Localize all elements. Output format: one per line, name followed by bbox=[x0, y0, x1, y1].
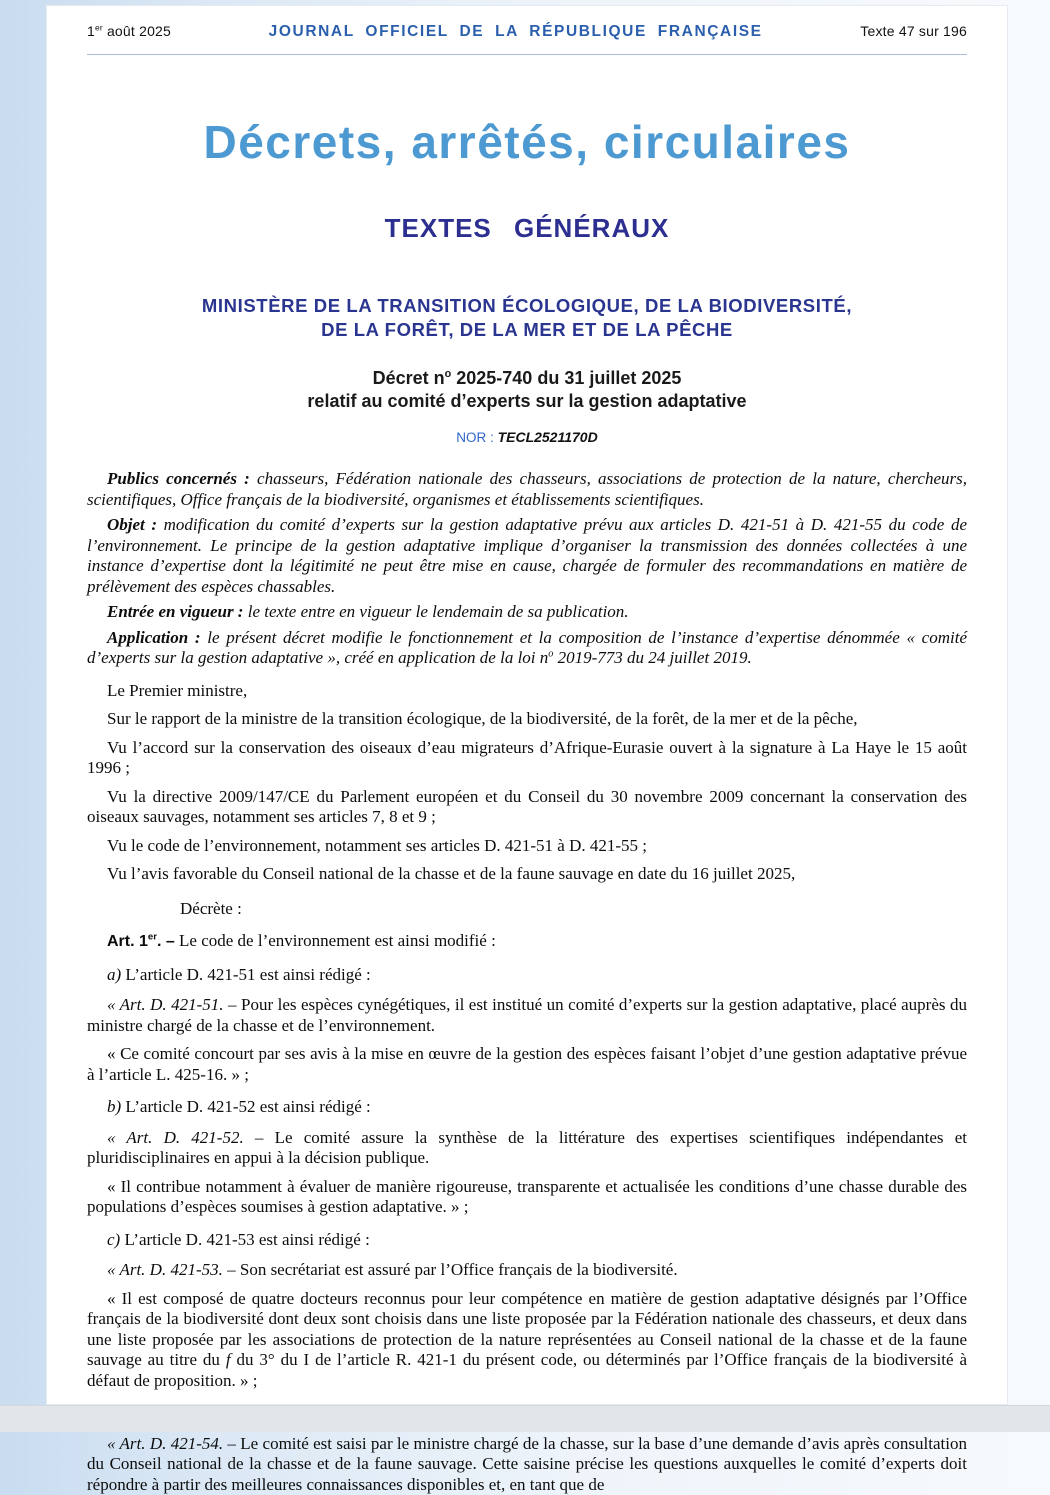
decree-title-line-2: relatif au comité d’experts sur la gestion adaptative bbox=[47, 390, 1007, 413]
paragraph-lead: Objet : bbox=[107, 515, 157, 534]
decree-title bbox=[47, 367, 1007, 413]
quoted-article-lead: « Art. D. 421-51. – bbox=[107, 995, 237, 1014]
date-ordinal-suffix: er bbox=[95, 22, 103, 32]
paragraph-vu-avis: Vu l’avis favorable du Conseil national de la chasse et de la faune sauvage en date du 16 juillet 2025, bbox=[87, 864, 967, 885]
paragraph-art-d-421-51: « Art. D. 421-51. – Pour les espèces cynégétiques, il est institué un comité d’experts sur la gestion adaptative, placé auprès du ministre chargé de la chasse et de l’environnement. bbox=[87, 995, 967, 1036]
numero-ordinal: o bbox=[548, 648, 553, 659]
paragraph-premier-ministre: Le Premier ministre, bbox=[87, 681, 967, 702]
bottom-strip bbox=[0, 1405, 1050, 1432]
section-heading: TEXTES GÉNÉRAUX bbox=[47, 213, 1007, 244]
page-header bbox=[47, 6, 1007, 41]
decree-title-line-1: Décret $n^o$ 2025-740 du 31 juillet 2025 bbox=[47, 367, 1007, 390]
document-title: Décrets, arrêtés, circulaires bbox=[47, 115, 1007, 169]
paragraph-vu-accord: Vu l’accord sur la conservation des oiseaux d’eau migrateurs d’Afrique-Eurasie ouvert à la signature à La Haye le 15 août 1996 ; bbox=[87, 738, 967, 779]
journal-title: JOURNAL OFFICIEL DE LA RÉPUBLIQUE FRANÇAISE bbox=[269, 23, 763, 41]
paragraph-publics-concernes: Publics concernés : chasseurs, Fédération nationale des chasseurs, associations de protection de la nature, chercheurs, scientifiques, Office français de la biodiversité, organismes et établissements scientifiques. bbox=[87, 469, 967, 510]
item-letter: c) bbox=[107, 1230, 120, 1249]
paragraph-item-a: a) L’article D. 421-51 est ainsi rédigé : bbox=[87, 965, 967, 986]
paragraph-lead: Entrée en vigueur : bbox=[107, 602, 243, 621]
paragraph-art-d-421-53-composition: « Il est composé de quatre docteurs reconnus pour leur compétence en matière de gestion adaptative désignés par l’Office français de la biodiversité dont deux sont choisis dans une liste proposée par la Fédération nationale des chasseurs, et deux dans une liste proposée par les associations de protection de la nature représentées au Conseil national de la chasse et de la faune sauvage au titre du f du 3° du I de l’article R. 421-1 du présent code, ou déterminés par l’Office français de la biodiversité à défaut de proposition. » ; bbox=[87, 1289, 967, 1392]
paragraph-art-d-421-52: « Art. D. 421-52. – Le comité assure la synthèse de la littérature des expertises scientifiques indépendantes et pluridisciplinaires en appui à la décision publique. bbox=[87, 1128, 967, 1169]
document-page bbox=[46, 5, 1008, 1405]
italic-letter-reference: f bbox=[226, 1350, 231, 1369]
paragraph-lead: Application : bbox=[107, 628, 201, 647]
quoted-article-lead: « Art. D. 421-52. – bbox=[107, 1128, 263, 1147]
article-ordinal: er bbox=[148, 932, 157, 943]
paragraph-decrete: Décrète : bbox=[87, 899, 967, 920]
quoted-article-lead: « Art. D. 421-53. – bbox=[107, 1260, 236, 1279]
ministry-line-2: DE LA FORÊT, DE LA MER ET DE LA PÊCHE bbox=[47, 318, 1007, 342]
paragraph-article-1: Art. 1er. – Le code de l’environnement est ainsi modifié : bbox=[87, 931, 967, 953]
publication-date: 1er août 2025 bbox=[87, 23, 171, 39]
paragraph-entree-en-vigueur: Entrée en vigueur : le texte entre en vigueur le lendemain de sa publication. bbox=[87, 602, 967, 623]
paragraph-lead: Publics concernés : bbox=[107, 469, 250, 488]
paragraph-application: Application : le présent décret modifie le fonctionnement et la composition de l’instance d’expertise dénommée « comité d’experts sur la gestion adaptative », créé en application de la loi $n^o$ 2019-773 du 24 juillet 2019. bbox=[87, 628, 967, 669]
paragraph-item-c: c) L’article D. 421-53 est ainsi rédigé : bbox=[87, 1230, 967, 1251]
texte-number: Texte 47 sur 196 bbox=[860, 23, 967, 39]
nor-value: TECL2521170D bbox=[498, 429, 598, 445]
nor-line bbox=[47, 429, 1007, 445]
paragraph-vu-directive: Vu la directive 2009/147/CE du Parlement européen et du Conseil du 30 novembre 2009 concernant la conservation des oiseaux sauvages, notamment ses articles 7, 8 et 9 ; bbox=[87, 787, 967, 828]
quoted-article-lead: « Art. D. 421-54. – bbox=[107, 1434, 236, 1453]
preamble-block bbox=[87, 469, 967, 669]
paragraph-sur-le-rapport: Sur le rapport de la ministre de la transition écologique, de la biodiversité, de la forêt, de la mer et de la pêche, bbox=[87, 709, 967, 730]
decree-body bbox=[47, 445, 1007, 1495]
item-letter: b) bbox=[107, 1097, 121, 1116]
nor-label: NOR : bbox=[456, 430, 497, 445]
paragraph-vu-code: Vu le code de l’environnement, notamment ses articles D. 421-51 à D. 421-55 ; bbox=[87, 836, 967, 857]
header-divider bbox=[87, 54, 967, 55]
paragraph-art-d-421-51-suite: « Ce comité concourt par ses avis à la mise en œuvre de la gestion des espèces faisant l’objet d’une gestion adaptative prévue à l’article L. 425-16. » ; bbox=[87, 1044, 967, 1085]
paragraph-art-d-421-54: « Art. D. 421-54. – Le comité est saisi par le ministre chargé de la chasse, sur la base d’une demande d’avis après consultation du Conseil national de la chasse et de la faune sauvage. Cette saisine précise les questions auxquelles le comité d’experts doit répondre à partir des meilleures connaissances disponibles et, en tant que de bbox=[87, 1434, 967, 1495]
ministry-line-1: MINISTÈRE DE LA TRANSITION ÉCOLOGIQUE, DE LA BIODIVERSITÉ, bbox=[47, 294, 1007, 318]
paragraph-objet: Objet : modification du comité d’experts sur la gestion adaptative prévu aux articles D. 421-51 à D. 421-55 du code de l’environnement. Le principe de la gestion adaptative implique d’organiser la transmission des données collectées à une instance d’expertise dont la légitimité ne peut être mise en cause, chargée de formuler des recommandations en matière de prélèvement des espèces chassables. bbox=[87, 515, 967, 597]
paragraph-art-d-421-53: « Art. D. 421-53. – Son secrétariat est assuré par l’Office français de la biodiversité. bbox=[87, 1260, 967, 1281]
paragraph-art-d-421-52-suite: « Il contribue notamment à évaluer de manière rigoureuse, transparente et actualisée les conditions d’une chasse durable des populations d’espèces soumises à gestion adaptative. » ; bbox=[87, 1177, 967, 1218]
numero-ordinal: o bbox=[445, 368, 452, 380]
paragraph-item-b: b) L’article D. 421-52 est ainsi rédigé : bbox=[87, 1097, 967, 1118]
ministry-heading bbox=[47, 294, 1007, 342]
article-1-lead: Art. 1er. – bbox=[107, 933, 175, 950]
item-letter: a) bbox=[107, 965, 121, 984]
